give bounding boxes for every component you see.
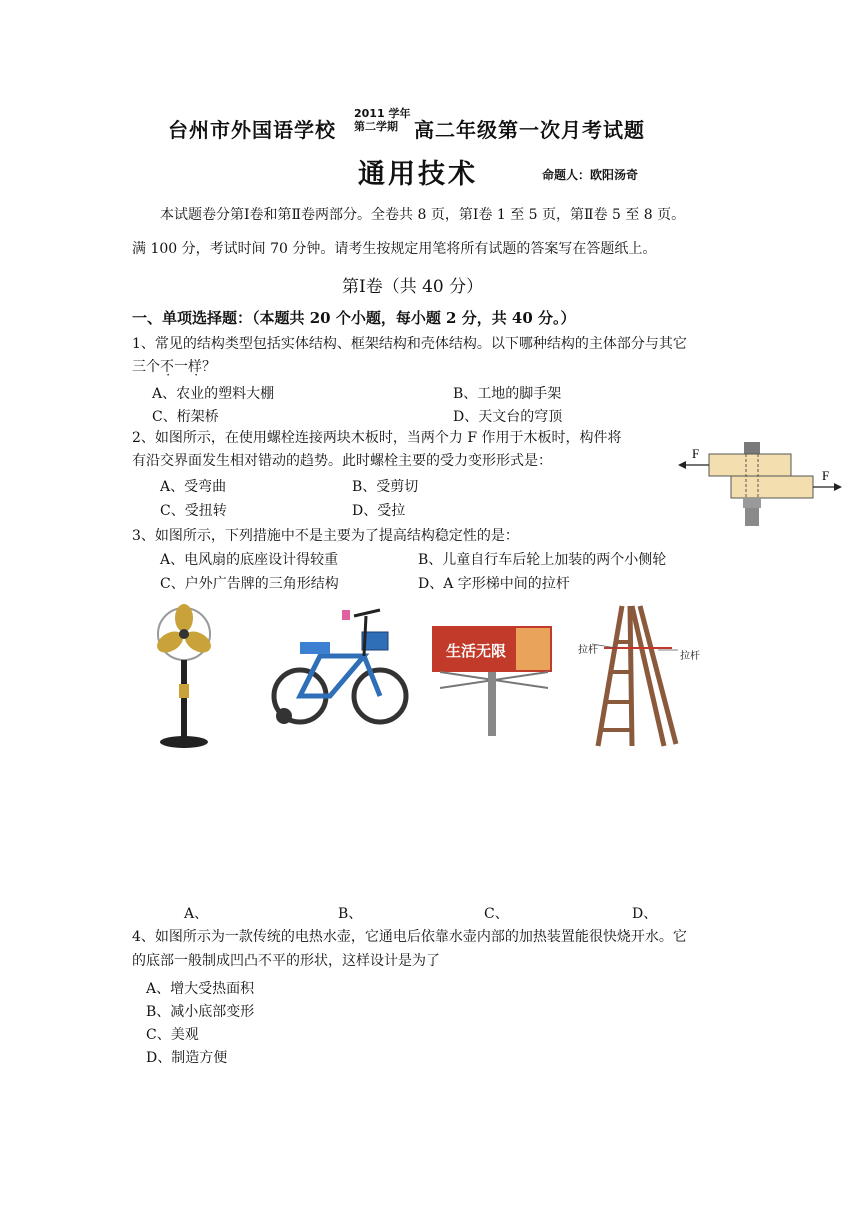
bolt-diagram xyxy=(674,438,844,534)
q2-option-c: C、受扭转 xyxy=(160,503,227,519)
bolt-head xyxy=(744,442,760,454)
q4-option-b: B、减小底部变形 xyxy=(146,1004,255,1020)
q2-option-a: A、受弯曲 xyxy=(160,479,227,495)
exam-title: 高二年级第一次月考试题 xyxy=(414,118,645,142)
billboard-photo xyxy=(516,628,550,670)
bike-handlebar xyxy=(354,610,380,616)
q2-option-d: D、受拉 xyxy=(352,503,406,519)
ladder-picture xyxy=(592,602,682,750)
q3-option-d: D、A 字形梯中间的拉杆 xyxy=(418,576,570,592)
q1-option-b: B、工地的脚手架 xyxy=(453,386,562,402)
q3-option-b: B、儿童自行车后轮上加装的两个小侧轮 xyxy=(418,552,667,568)
q2-stem-line-2: 有沿交界面发生相对错动的趋势。此时螺栓主要的受力变形形式是： xyxy=(132,453,552,469)
subject-title: 通用技术 xyxy=(358,159,478,190)
q1-option-c: C、桁架桥 xyxy=(152,409,219,425)
bicycle-picture xyxy=(270,604,412,738)
fig-label-b: B、 xyxy=(338,906,363,922)
fan-base xyxy=(160,736,208,748)
q1-option-a: A、农业的塑料大棚 xyxy=(152,386,275,402)
fig-label-c: C、 xyxy=(484,906,509,922)
q3-option-a: A、电风扇的底座设计得较重 xyxy=(160,552,339,568)
section-title: 第Ⅰ卷（共 40 分） xyxy=(342,277,484,297)
billboard-picture xyxy=(430,622,560,738)
force-right-label: F xyxy=(822,468,830,483)
fig-label-d: D、 xyxy=(632,906,658,922)
part-heading: 一、单项选择题：（本题共 20 个小题，每小题 2 分，共 40 分。） xyxy=(132,309,576,327)
force-left-arrowhead xyxy=(678,461,686,469)
force-left-label: F xyxy=(692,446,700,461)
force-right-arrowhead xyxy=(834,483,842,491)
q1-stem-line-1: 1、常见的结构类型包括实体结构、框架结构和壳体结构。以下哪种结构的主体部分与其它 xyxy=(132,336,687,352)
bike-stem xyxy=(364,616,366,656)
author-line: 命题人：欧阳汤奇 xyxy=(542,168,639,182)
q4-stem-line-2: 的底部一般制成凹凸不平的形状，这样设计是为了 xyxy=(132,953,440,969)
school-year: 2011 学年 xyxy=(354,107,411,120)
fig-label-a: A、 xyxy=(184,906,209,922)
bolt-tail xyxy=(745,508,759,526)
ladder-label-left: 拉杆 xyxy=(578,645,598,656)
q4-option-d: D、制造方便 xyxy=(146,1050,228,1066)
q4-option-c: C、美观 xyxy=(146,1027,199,1043)
fan-pole xyxy=(181,660,187,738)
ladder-label-right: 拉杆 xyxy=(680,651,700,662)
q4-option-a: A、增大受热面积 xyxy=(146,981,255,997)
school-term: 第二学期 xyxy=(354,120,398,133)
school-name: 台州市外国语学校 xyxy=(168,118,336,142)
q2-option-b: B、受剪切 xyxy=(352,479,419,495)
fan-picture xyxy=(150,604,220,752)
upper-board xyxy=(709,454,791,476)
ladder-rail-1 xyxy=(598,606,622,746)
intro-line-2: 满 100 分，考试时间 70 分钟。请考生按规定用笔将所有试题的答案写在答题纸上。 xyxy=(132,241,657,257)
bike-seat xyxy=(300,642,330,654)
bolt-nut xyxy=(743,498,761,508)
fan-blade-top xyxy=(175,604,193,632)
q3-stem: 3、如图所示，下列措施中不是主要为了提高结构稳定性的是： xyxy=(132,528,519,544)
q1-stem-line-2: 三个不一样？ xyxy=(132,359,216,375)
q1-option-d: D、天文台的穹顶 xyxy=(453,409,563,425)
q4-stem-line-1: 4、如图所示为一款传统的电热水壶，它通电后依靠水壶内部的加热装置能很快烧开水。它 xyxy=(132,929,687,945)
billboard-text: 生活无限 xyxy=(446,642,507,660)
ladder-rail-2 xyxy=(630,606,632,746)
q2-stem-line-1: 2、如图所示，在使用螺栓连接两块木板时，当两个力 F 作用于木板时，构件将 xyxy=(132,430,622,446)
bike-training-wheel xyxy=(276,708,292,724)
intro-line-1: 本试题卷分第Ⅰ卷和第Ⅱ卷两部分。全卷共 8 页，第Ⅰ卷 1 至 5 页，第Ⅱ卷 5 至 8 页。 xyxy=(160,207,686,223)
bike-bell xyxy=(342,610,350,620)
lower-board xyxy=(731,476,813,498)
billboard-pillar xyxy=(488,672,496,736)
fan-control xyxy=(179,684,189,698)
q3-option-c: C、户外广告牌的三角形结构 xyxy=(160,576,339,592)
fan-hub xyxy=(179,629,189,639)
